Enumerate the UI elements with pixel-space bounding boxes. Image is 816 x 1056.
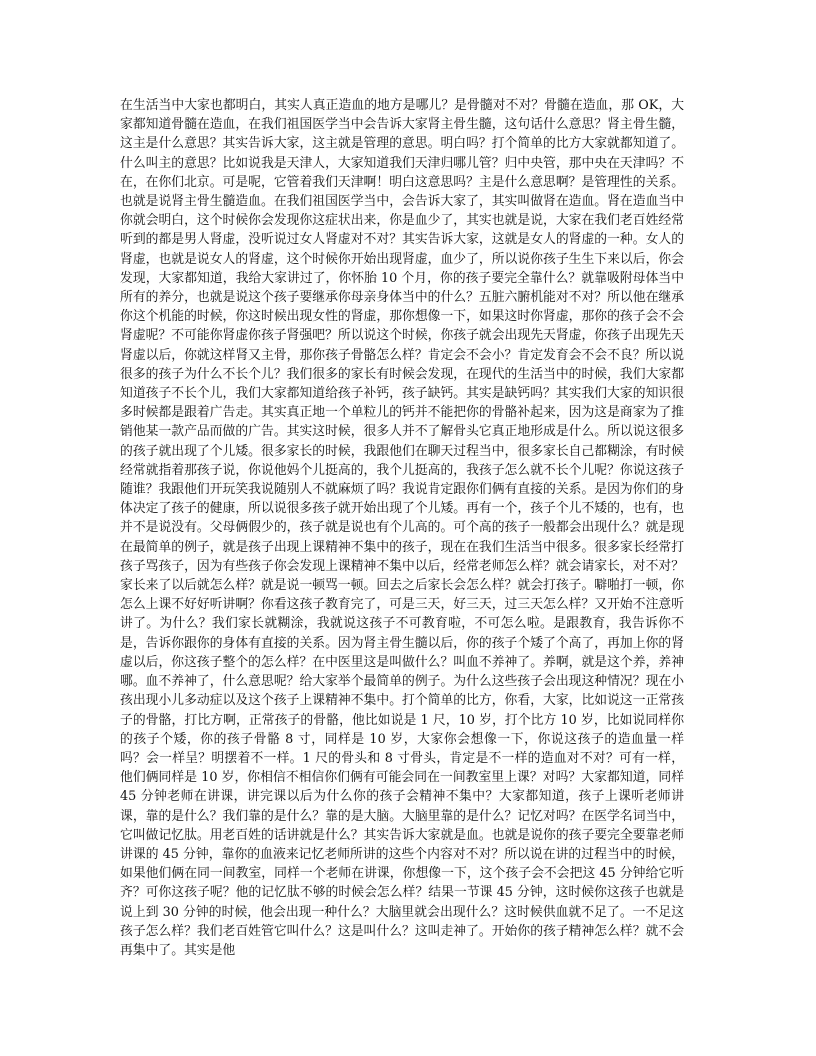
- body-paragraph: 在生活当中大家也都明白，其实人真正造血的地方是哪儿？是骨髓对不对？骨髓在造血，那 OK，大家都知道骨髓在造血，在我们祖国医学当中会告诉大家肾主骨生髓，这句话什么意思？肾主骨生髓，这主是什么意思？其实告诉大家，这主就是管理的意思。明白吗？打个简单的比方大家就都知道了。什么叫主的意思？比如说我是天津人，大家知道我们天津归哪儿管？归中央管，那中央在天津吗？不在，在你们北京。可是呢，它管着我们天津啊！明白这意思吗？主是什么意思啊？是管理性的关系。也就是说肾主骨生髓造血。在我们祖国医学当中，会告诉大家了，其实叫做肾在造血。肾在造血当中你就会明白，这个时候你会发现你这症状出来，你是血少了，其实也就是说，大家在我们老百姓经常听到的都是男人肾虚，没听说过女人肾虚对不对？其实告诉大家，这就是女人的肾虚的一种。女人的肾虚，也就是说女人的肾虚，这个时候你开始出现肾虚，血少了，所以说你孩子生生下来以后，你会发现，大家都知道，我给大家讲过了，你怀胎 10 个月，你的孩子要完全靠什么？就靠吸附母体当中所有的养分，也就是说这个孩子要继承你母亲身体当中的什么？五脏六腑机能对不对？所以他在继承你这个机能的时候，你这时候出现女性的肾虚，那你想像一下，如果这时你肾虚，那你的孩子会不会肾虚呢？不可能你肾虚你孩子肾强吧？所以说这个时候，你孩子就会出现先天肾虚，你孩子出现先天肾虚以后，你就这样肾又主骨，那你孩子骨骼怎么样？肯定会不会小？肯定发育会不会不良？所以说很多的孩子为什么不长个儿？我们很多的家长有时候会发现，在现代的生活当中的时候，我们大家都知道孩子不长个儿，我们大家都知道给孩子补钙，孩子缺钙。其实是缺钙吗？其实我们大家的知识很多时候都是跟着广告走。其实真正地一个单粒儿的钙并不能把你的骨骼补起来，因为这是商家为了推销他某一款产品而做的广告。其实这时候，很多人并不了解骨头它真正地形成是什么。所以说这很多的孩子就出现了个儿矮。很多家长的时候，我跟他们在聊天过程当中，很多家长自己都糊涂，有时候经常就指着那孩子说，你说他妈个儿挺高的，我个儿挺高的，我孩子怎么就不长个儿呢？你说这孩子随谁？我跟他们开玩笑我说随别人不就麻烦了吗？我说肯定跟你们俩有直接的关系。是因为你们的身体决定了孩子的健康，所以说很多孩子就开始出现了个儿矮。再有一个，孩子个儿不矮的，也有，也并不是说没有。父母俩假少的，孩子就是说也有个儿高的。可个高的孩子一般都会出现什么？就是现在最简单的例子，就是孩子出现上课精神不集中的孩子，现在在我们生活当中很多。很多家长经常打孩子骂孩子，因为有些孩子你会发现上课精神不集中以后，经常老师怎么样？就会请家长，对不对？家长来了以后就怎么样？就是说一顿骂一顿。回去之后家长会怎么样？就会打孩子。噼啪打一顿，你怎么上课不好好听讲啊？你看这孩子教育完了，可是三天，好三天，过三天怎么样？又开始不注意听讲了。为什么？我们家长就糊涂，我就说这孩子不可教育啦，不可怎么啦。是跟教育，我告诉你不是，告诉你跟你的身体有直接的关系。因为肾主骨生髓以后，你的孩子个矮了个高了，再加上你的肾虚以后，你这孩子整个的怎么样？在中医里这是叫做什么？叫血不养神了。养啊，就是这个养，养神哪。血不养神了，什么意思呢？给大家举个最简单的例子。为什么这些孩子会出现这种情况？现在小孩出现小儿多动症以及这个孩子上课精神不集中。打个简单的比方，你看，大家，比如说这一正常孩子的骨骼，打比方啊，正常孩子的骨骼，他比如说是 1 尺，10 岁，打个比方 10 岁，比如说同样你的孩子个矮，你的孩子骨骼 8 寸，同样是 10 岁，大家你会想像一下，你说这孩子的造血量一样吗？会一样呈？明摆着不一样。1 尺的骨头和 8 寸骨头，肯定是不一样的造血对不对？可有一样，他们俩同样是 10 岁，你相信不相信你们俩有可能会同在一间教室里上课？对吗？大家都知道，同样 45 分钟老师在讲课，讲完课以后为什么你的孩子会精神不集中？大家都知道，孩子上课听老师讲课，靠的是什么？我们靠的是什么？靠的是大脑。大脑里靠的是什么？记忆对吗？在医学名词当中，它叫做记忆肽。用老百姓的话讲就是什么？其实告诉大家就是血。也就是说你的孩子要完全要靠老师讲课的 45 分钟，靠你的血液来记忆老师所讲的这些个内容对不对？所以说在讲的过程当中的时候，如果他们俩在同一间教室，同样一个老师在讲课，你想像一下，这个孩子会不会把这 45 分钟给它听齐？可你这孩子呢？他的记忆肽不够的时候会怎么样？结果一节课 45 分钟，这时候你这孩子也就是说上到 30 分钟的时候，他会出现一种什么？大脑里就会出现什么？这时候供血就不足了。一不足这孩子怎么样？我们老百姓管它叫什么？这是叫什么？这叫走神了。开始你的孩子精神怎么样？就不会再集中了。其实是他: [120, 98, 684, 958]
